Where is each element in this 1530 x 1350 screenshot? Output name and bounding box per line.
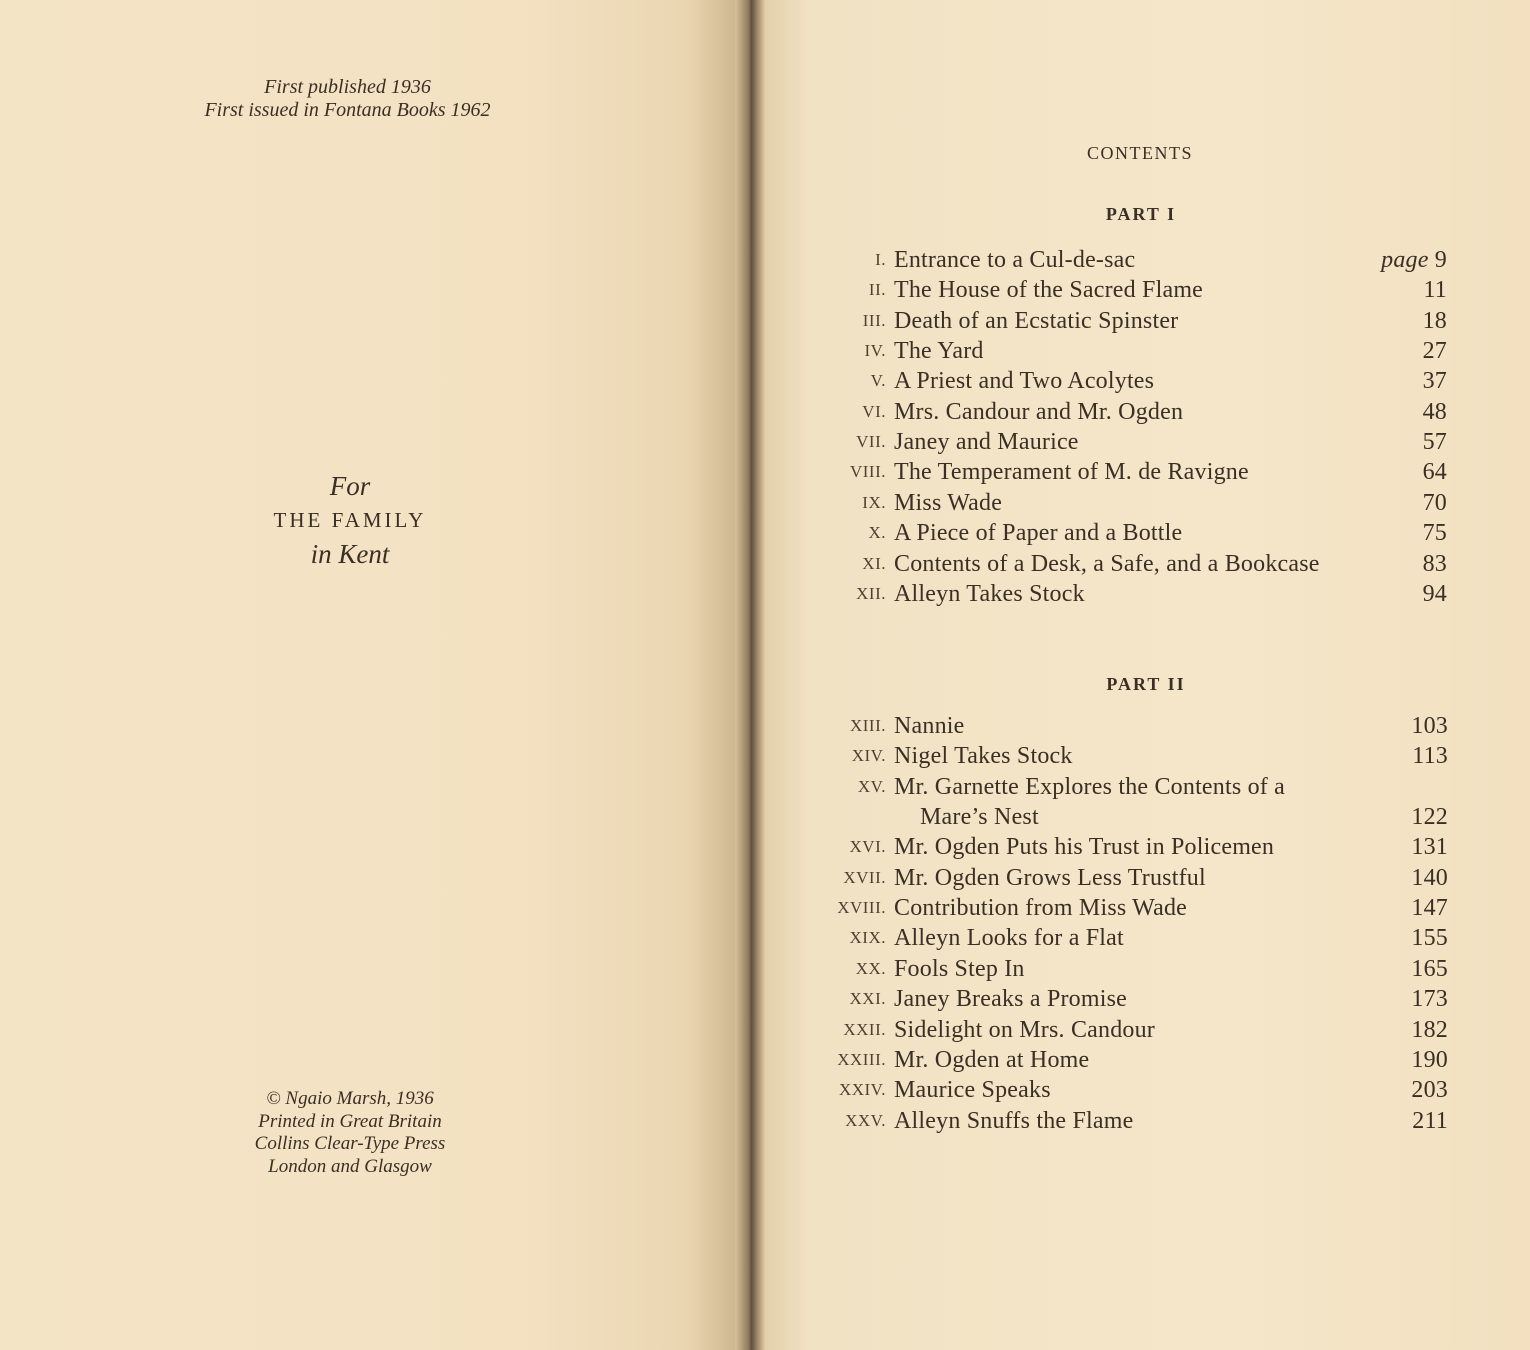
toc-row xyxy=(826,893,1448,923)
page-number: 155 xyxy=(1411,925,1448,952)
page-number: 203 xyxy=(1411,1077,1448,1104)
chapter-title: Entrance to a Cul-de-sac xyxy=(894,247,1136,273)
toc-row xyxy=(826,863,1448,893)
chapter-number: XXV. xyxy=(845,1110,886,1130)
page-number: 103 xyxy=(1411,713,1448,739)
chapter-number: XVII. xyxy=(843,867,886,887)
toc-row xyxy=(826,1106,1448,1136)
copyright-line: © Ngaio Marsh, 1936 xyxy=(266,1088,434,1109)
chapter-title: The Yard xyxy=(894,338,984,365)
toc-row xyxy=(826,336,1447,366)
chapter-number: I. xyxy=(875,250,886,269)
chapter-title: Mr. Ogden at Home xyxy=(894,1046,1090,1073)
page-number: 113 xyxy=(1412,743,1448,770)
chapter-number: XXIV. xyxy=(838,1080,886,1100)
page-number: 211 xyxy=(1412,1107,1448,1134)
page-number: 48 xyxy=(1422,398,1447,425)
dedication-for: For xyxy=(329,471,371,501)
chapter-title: Nigel Takes Stock xyxy=(894,743,1073,770)
chapter-title: A Priest and Two Acolytes xyxy=(894,368,1155,395)
chapter-page xyxy=(1423,336,1447,366)
toc-row xyxy=(826,488,1447,518)
first-published: First published 1936 xyxy=(264,76,431,98)
chapter-number: VIII. xyxy=(849,462,886,482)
page-number: 64 xyxy=(1422,459,1447,486)
chapter-number: XII. xyxy=(856,583,886,603)
dedication xyxy=(220,468,480,572)
chapter-title: Mrs. Candour and Mr. Ogden xyxy=(894,398,1184,425)
chapter-number: III. xyxy=(862,310,886,330)
page-number: 182 xyxy=(1411,1016,1448,1043)
chapter-number: XX. xyxy=(855,958,886,978)
toc-row xyxy=(826,275,1447,305)
chapter-number: II. xyxy=(868,280,886,300)
toc-row xyxy=(826,711,1448,741)
chapter-page xyxy=(1423,518,1447,548)
first-issued: First issued in Fontana Books 1962 xyxy=(204,99,491,121)
chapter-number: X. xyxy=(868,523,886,543)
toc-row xyxy=(826,427,1447,457)
chapter-title: Janey Breaks a Promise xyxy=(894,986,1128,1013)
chapter-number: IV. xyxy=(864,341,886,361)
chapter-title: Alleyn Looks for a Flat xyxy=(894,925,1124,952)
chapter-title: The Temperament of M. de Ravigne xyxy=(894,459,1249,486)
page-number: 165 xyxy=(1411,955,1448,982)
page-word: page xyxy=(1381,247,1429,273)
chapter-number: V. xyxy=(870,371,886,391)
page-number: 122 xyxy=(1411,804,1448,831)
page-number: 9 xyxy=(1434,247,1447,273)
chapter-page xyxy=(1423,397,1447,427)
page-number: 75 xyxy=(1422,520,1447,547)
chapter-title: Nannie xyxy=(894,713,965,739)
chapter-number: XXI. xyxy=(849,989,886,1009)
chapter-page xyxy=(1411,711,1448,741)
chapter-page xyxy=(1381,245,1447,275)
chapter-title: Miss Wade xyxy=(894,489,1003,516)
chapter-page xyxy=(1423,366,1447,396)
page-number: 18 xyxy=(1422,307,1447,334)
chapter-page xyxy=(1423,579,1447,609)
chapter-page xyxy=(1423,306,1447,336)
chapter-page xyxy=(1411,923,1448,953)
chapter-title: Janey and Maurice xyxy=(894,429,1079,456)
chapter-title: Mr. Ogden Puts his Trust in Policemen xyxy=(894,834,1275,861)
chapter-page xyxy=(1423,549,1447,579)
imprint xyxy=(200,1088,500,1178)
page-number: 173 xyxy=(1411,986,1448,1013)
chapter-page xyxy=(1412,1106,1448,1136)
page-number: 27 xyxy=(1422,338,1447,365)
toc-row xyxy=(826,549,1447,579)
page-number: 94 xyxy=(1422,580,1447,607)
toc-row xyxy=(826,1015,1448,1045)
chapter-title: Death of an Ecstatic Spinster xyxy=(894,307,1179,334)
chapter-number: XVIII. xyxy=(837,898,886,918)
toc-row xyxy=(826,397,1447,427)
toc-row xyxy=(826,954,1448,984)
chapter-number: VI. xyxy=(862,401,886,421)
chapter-title: Fools Step In xyxy=(894,955,1025,982)
toc-row xyxy=(826,1075,1448,1105)
chapter-page xyxy=(1423,457,1447,487)
printed-line: Printed in Great Britain xyxy=(258,1110,442,1132)
chapter-title: A Piece of Paper and a Bottle xyxy=(894,520,1183,547)
chapter-page xyxy=(1411,863,1448,893)
book-spine xyxy=(735,0,765,1350)
toc-row xyxy=(826,366,1447,396)
chapter-title-continued: Mare’s Nest xyxy=(920,804,1039,831)
chapter-number: XIV. xyxy=(851,746,886,766)
toc-row xyxy=(826,923,1448,953)
page-number: 190 xyxy=(1411,1046,1448,1073)
chapter-title: Mr. Garnette Explores the Contents of a xyxy=(894,773,1286,800)
chapter-number: XV. xyxy=(857,776,886,796)
toc-row xyxy=(826,579,1447,609)
chapter-page xyxy=(1411,1075,1448,1105)
toc-row xyxy=(826,772,1448,802)
chapter-title: Contribution from Miss Wade xyxy=(894,895,1188,922)
page-number: 83 xyxy=(1422,550,1447,577)
chapter-title: Alleyn Takes Stock xyxy=(894,580,1085,607)
dedication-place: in Kent xyxy=(310,539,390,569)
chapter-title: Maurice Speaks xyxy=(894,1077,1051,1104)
part-1-heading: PART I xyxy=(1105,204,1177,224)
page-number: 70 xyxy=(1422,489,1447,516)
toc-row xyxy=(826,984,1448,1014)
chapter-page xyxy=(1411,1045,1448,1075)
toc-row xyxy=(826,245,1447,275)
chapter-number: VII. xyxy=(856,432,886,452)
toc-row xyxy=(826,518,1447,548)
chapter-page xyxy=(1423,427,1447,457)
publication-info xyxy=(150,76,545,122)
page-number: 37 xyxy=(1422,368,1447,395)
dedication-family: THE FAMILY xyxy=(273,508,427,532)
left-page xyxy=(0,0,745,1350)
press-line: Collins Clear-Type Press xyxy=(254,1133,446,1154)
toc-row xyxy=(826,802,1448,832)
chapter-title: The House of the Sacred Flame xyxy=(894,277,1204,304)
chapter-page xyxy=(1411,802,1448,832)
chapter-page xyxy=(1411,984,1448,1014)
page-number: 140 xyxy=(1411,864,1448,891)
chapter-page xyxy=(1411,954,1448,984)
chapter-number: IX. xyxy=(862,492,886,512)
chapter-title: Sidelight on Mrs. Candour xyxy=(894,1016,1155,1043)
location-line: London and Glasgow xyxy=(268,1155,432,1177)
chapter-page xyxy=(1423,488,1447,518)
chapter-number: XVI. xyxy=(849,837,886,857)
chapter-page xyxy=(1411,832,1448,862)
chapter-page xyxy=(1411,893,1448,923)
contents-heading: CONTENTS xyxy=(1087,143,1193,163)
page-number: 11 xyxy=(1423,277,1447,304)
chapter-title: Alleyn Snuffs the Flame xyxy=(894,1107,1134,1134)
chapter-number: XXIII. xyxy=(837,1049,886,1069)
part-2-heading: PART II xyxy=(1106,674,1186,694)
chapter-title: Contents of a Desk, a Safe, and a Bookcase xyxy=(894,550,1320,577)
chapter-number: XXII. xyxy=(843,1019,886,1039)
chapter-number: XI. xyxy=(862,553,886,573)
chapter-page xyxy=(1411,1015,1448,1045)
page-number: 57 xyxy=(1422,429,1447,456)
chapter-title: Mr. Ogden Grows Less Trustful xyxy=(894,864,1206,891)
chapter-page xyxy=(1412,741,1448,771)
page-number: 131 xyxy=(1411,834,1448,861)
chapter-number: XIII. xyxy=(849,716,886,735)
toc-row xyxy=(826,306,1447,336)
toc-row xyxy=(826,832,1448,862)
toc-row xyxy=(826,741,1448,771)
chapter-page xyxy=(1423,275,1447,305)
toc-row xyxy=(826,457,1447,487)
chapter-number: XIX. xyxy=(849,928,886,948)
page-number: 147 xyxy=(1411,895,1448,922)
toc-row xyxy=(826,1045,1448,1075)
